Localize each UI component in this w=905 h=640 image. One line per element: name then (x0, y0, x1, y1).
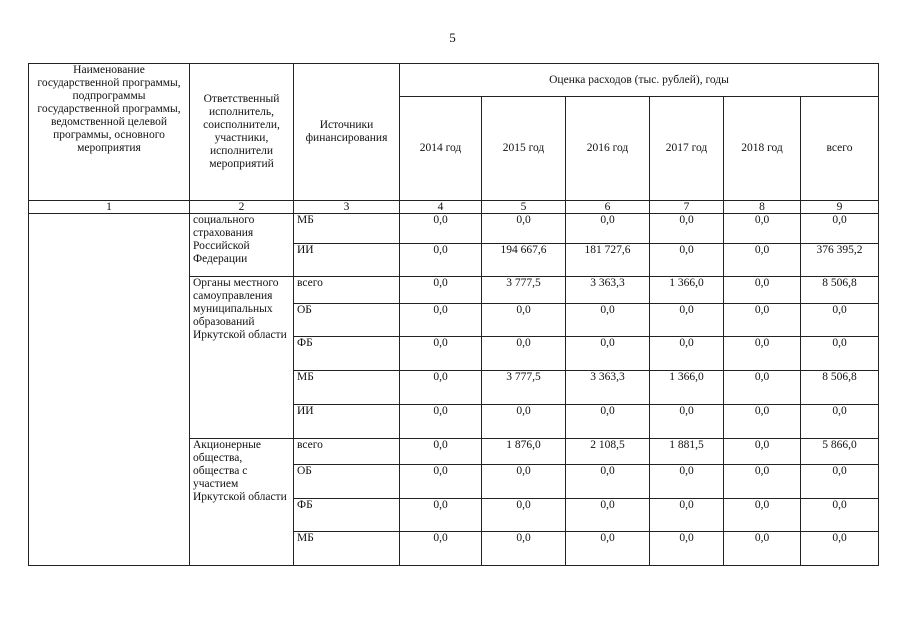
value-cell: 8 506,8 (801, 277, 879, 304)
funding-source: МБ (294, 532, 400, 566)
value-cell: 0,0 (400, 499, 482, 532)
header-total: всего (801, 97, 879, 201)
header-year: 2016 год (566, 97, 650, 201)
value-cell: 0,0 (650, 465, 724, 499)
value-cell: 0,0 (724, 405, 801, 439)
executor-cell: Акционерные общества, общества с участием Иркутской области (190, 439, 294, 566)
value-cell: 3 777,5 (482, 371, 566, 405)
value-cell: 0,0 (724, 304, 801, 337)
table-row (29, 214, 879, 244)
column-number: 6 (566, 201, 650, 214)
value-cell: 0,0 (400, 214, 482, 244)
column-number: 5 (482, 201, 566, 214)
value-cell: 5 866,0 (801, 439, 879, 465)
header-year: 2017 год (650, 97, 724, 201)
value-cell: 0,0 (566, 337, 650, 371)
value-cell: 0,0 (650, 532, 724, 566)
value-cell: 0,0 (650, 405, 724, 439)
funding-source: ОБ (294, 465, 400, 499)
value-cell: 0,0 (801, 337, 879, 371)
column-number: 8 (724, 201, 801, 214)
executor-cell: Органы местного самоуправления муниципальных образований Иркутской области (190, 277, 294, 439)
value-cell: 0,0 (801, 405, 879, 439)
value-cell: 3 363,3 (566, 277, 650, 304)
value-cell: 3 363,3 (566, 371, 650, 405)
value-cell: 0,0 (801, 532, 879, 566)
funding-source: ИИ (294, 244, 400, 277)
header-responsible: Ответственный исполнитель, соисполнители, участники, исполнители мероприятий (190, 64, 294, 201)
value-cell: 0,0 (482, 337, 566, 371)
value-cell: 0,0 (566, 214, 650, 244)
value-cell: 0,0 (566, 304, 650, 337)
funding-source: ОБ (294, 304, 400, 337)
funding-source: всего (294, 277, 400, 304)
value-cell: 0,0 (566, 499, 650, 532)
column-number: 7 (650, 201, 724, 214)
value-cell: 194 667,6 (482, 244, 566, 277)
header-sources: Источники финансирования (294, 64, 400, 201)
value-cell: 0,0 (724, 371, 801, 405)
value-cell: 0,0 (482, 304, 566, 337)
value-cell: 0,0 (650, 244, 724, 277)
value-cell: 181 727,6 (566, 244, 650, 277)
header-year: 2015 год (482, 97, 566, 201)
header-program-name: Наименование государственной программы, подпрограммы государственной программы, ведомственной целевой программы, основного мероприятия (29, 64, 190, 201)
value-cell: 0,0 (482, 405, 566, 439)
value-cell: 0,0 (801, 304, 879, 337)
program-name-cell (29, 214, 190, 566)
header-year: 2014 год (400, 97, 482, 201)
value-cell: 0,0 (724, 439, 801, 465)
funding-source: МБ (294, 371, 400, 405)
value-cell: 0,0 (724, 465, 801, 499)
value-cell: 1 366,0 (650, 277, 724, 304)
value-cell: 0,0 (724, 214, 801, 244)
column-number: 1 (29, 201, 190, 214)
funding-source: МБ (294, 214, 400, 244)
value-cell: 376 395,2 (801, 244, 879, 277)
executor-cell: социального страхования Российской Федерации (190, 214, 294, 277)
value-cell: 1 881,5 (650, 439, 724, 465)
value-cell: 0,0 (801, 214, 879, 244)
value-cell: 0,0 (724, 532, 801, 566)
value-cell: 0,0 (400, 532, 482, 566)
column-number-row (29, 201, 879, 214)
value-cell: 0,0 (400, 465, 482, 499)
page-number: 5 (449, 30, 456, 45)
value-cell: 0,0 (650, 337, 724, 371)
column-number: 9 (801, 201, 879, 214)
value-cell: 0,0 (482, 532, 566, 566)
value-cell: 0,0 (482, 499, 566, 532)
value-cell: 0,0 (724, 277, 801, 304)
value-cell: 0,0 (566, 465, 650, 499)
value-cell: 0,0 (400, 244, 482, 277)
value-cell: 0,0 (801, 465, 879, 499)
value-cell: 0,0 (400, 439, 482, 465)
value-cell: 0,0 (400, 304, 482, 337)
funding-source: всего (294, 439, 400, 465)
value-cell: 0,0 (482, 214, 566, 244)
column-number: 2 (190, 201, 294, 214)
column-number: 4 (400, 201, 482, 214)
value-cell: 0,0 (801, 499, 879, 532)
value-cell: 1 366,0 (650, 371, 724, 405)
value-cell: 0,0 (482, 465, 566, 499)
value-cell: 0,0 (400, 371, 482, 405)
funding-source: ФБ (294, 499, 400, 532)
funding-source: ИИ (294, 405, 400, 439)
value-cell: 0,0 (724, 499, 801, 532)
column-number: 3 (294, 201, 400, 214)
value-cell: 3 777,5 (482, 277, 566, 304)
value-cell: 0,0 (650, 499, 724, 532)
header-year: 2018 год (724, 97, 801, 201)
value-cell: 8 506,8 (801, 371, 879, 405)
value-cell: 0,0 (650, 304, 724, 337)
funding-source: ФБ (294, 337, 400, 371)
value-cell: 0,0 (724, 337, 801, 371)
value-cell: 0,0 (400, 277, 482, 304)
value-cell: 0,0 (400, 405, 482, 439)
value-cell: 0,0 (650, 214, 724, 244)
value-cell: 0,0 (400, 337, 482, 371)
value-cell: 1 876,0 (482, 439, 566, 465)
value-cell: 0,0 (566, 405, 650, 439)
value-cell: 0,0 (724, 244, 801, 277)
header-expense-estimate: Оценка расходов (тыс. рублей), годы (400, 64, 879, 97)
value-cell: 0,0 (566, 532, 650, 566)
budget-table (28, 63, 879, 566)
value-cell: 2 108,5 (566, 439, 650, 465)
